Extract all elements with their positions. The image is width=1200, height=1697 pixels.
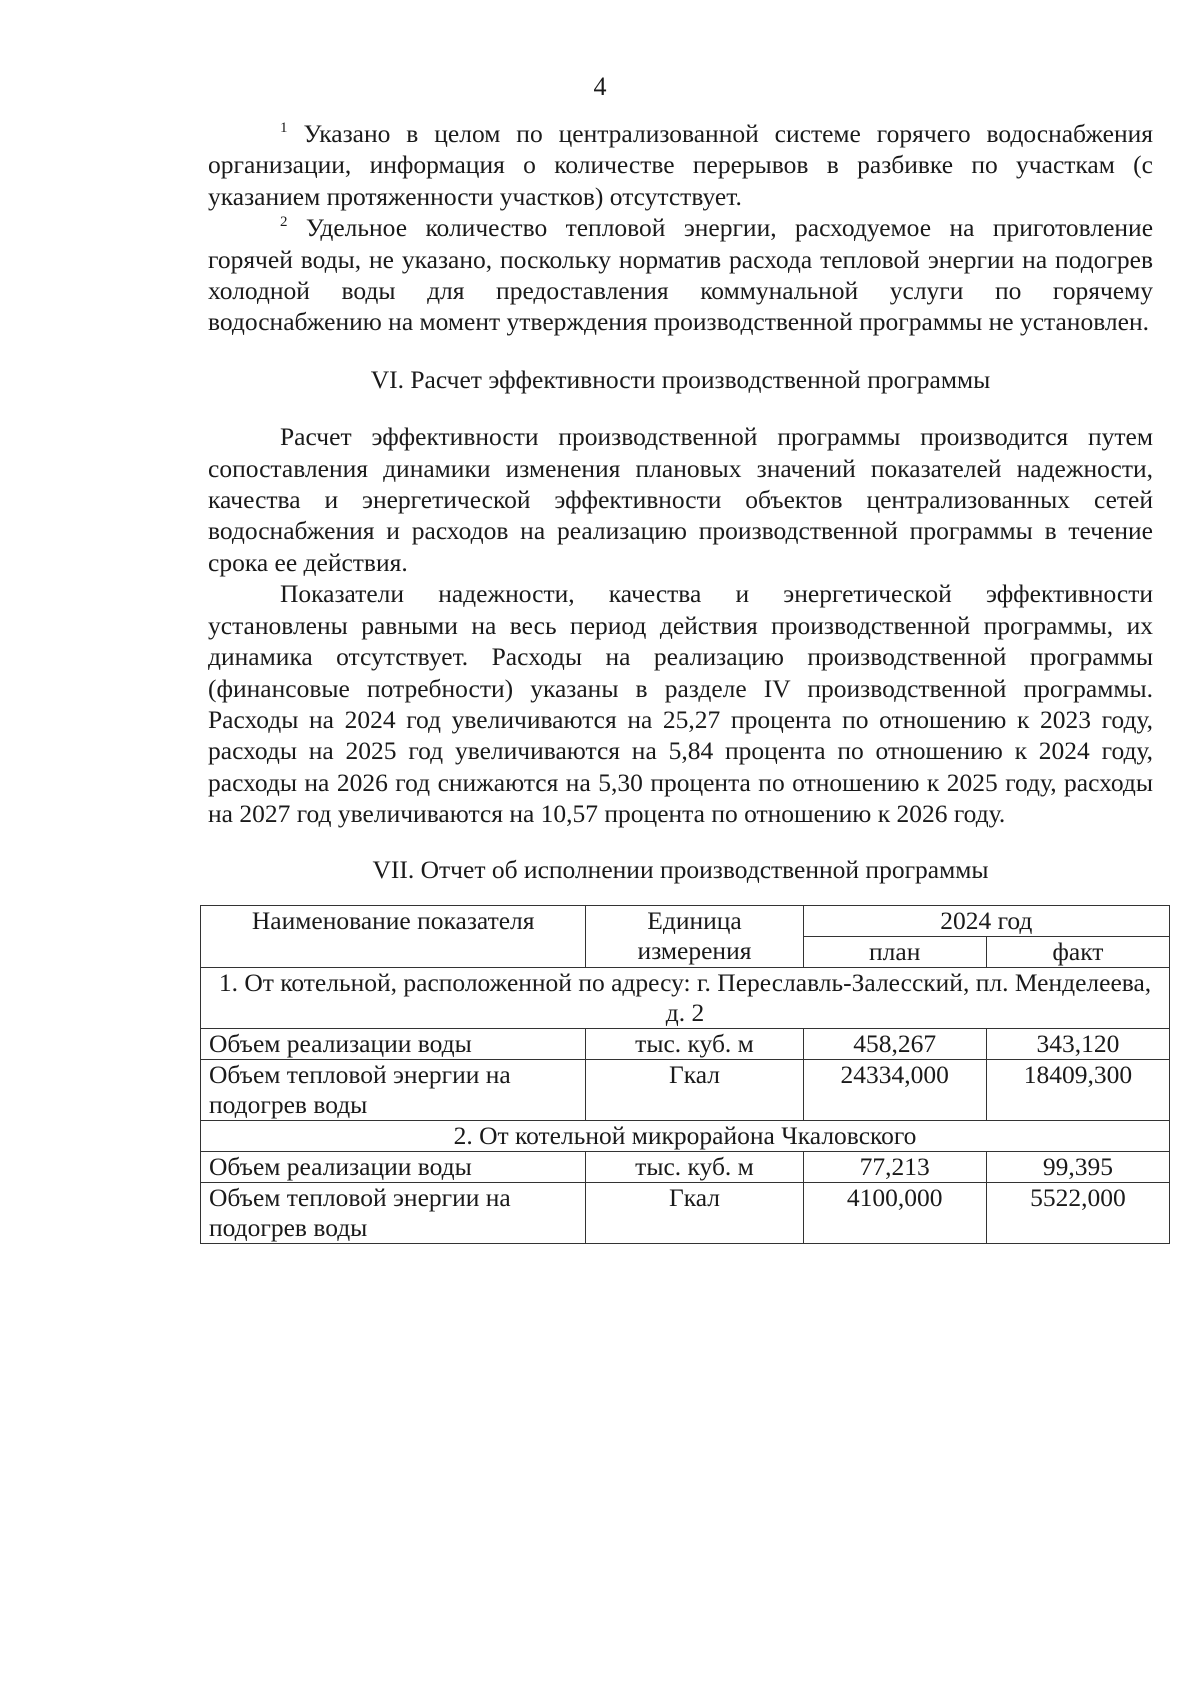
section-7-title: VII. Отчет об исполнении производственной программы — [372, 854, 989, 884]
header-plan: план — [803, 936, 986, 967]
header-unit: Единица измерения — [586, 905, 803, 967]
indicator-plan: 24334,000 — [803, 1059, 986, 1120]
indicator-fact: 343,120 — [986, 1028, 1169, 1059]
footnote-mark: 2 — [280, 214, 288, 231]
table-row — [201, 1028, 1170, 1059]
indicator-plan: 458,267 — [803, 1028, 986, 1059]
indicator-fact: 99,395 — [986, 1151, 1169, 1182]
header-indicator-name: Наименование показателя — [201, 905, 586, 967]
table-row — [201, 1059, 1170, 1120]
section-6-title: VI. Расчет эффективности производственной программы — [370, 364, 991, 394]
table-group-row — [201, 967, 1170, 1028]
footnote-mark: 1 — [280, 120, 288, 136]
indicator-fact: 18409,300 — [986, 1059, 1169, 1120]
indicator-unit: Гкал — [586, 1059, 803, 1120]
indicator-unit: Гкал — [586, 1182, 803, 1243]
report-table — [200, 905, 1170, 1244]
section-6-paragraph-2: Показатели надежности, качества и энергетической эффективности установлены равными на весь период действия производственной программы, их динамика отсутствует. Расходы на реализацию производственной программы (финансовые потребности) указаны в разделе IV производственной программы. Расходы на 2024 год увеличиваются на 25,27 процента по отношению к 2023 году, расходы на 2025 год увеличиваются на 5,84 процента по отношению к 2024 году, расходы на 2026 год снижаются на 5,30 процента по отношению к 2025 году, расходы на 2027 год увеличиваются на 10,57 процента по отношению к 2026 году. — [208, 579, 1153, 829]
indicator-fact: 5522,000 — [986, 1182, 1169, 1243]
page-number: 4 — [593, 72, 607, 101]
indicator-plan: 4100,000 — [803, 1182, 986, 1243]
footnote-text: Удельное количество тепловой энергии, расходуемое на приготовление горячей воды, не указано, поскольку норматив расхода тепловой энергии на подогрев холодной воды для предоставления коммунальной услуги по горячему водоснабжению на момент утверждения производственной программы не установлен. — [208, 213, 1154, 337]
footnote-2 — [208, 212, 1153, 338]
indicator-plan: 77,213 — [803, 1151, 986, 1182]
table-row — [201, 1151, 1170, 1182]
header-fact: факт — [986, 936, 1169, 967]
table-header-row — [201, 905, 1170, 936]
section-6-paragraph-1: Расчет эффективности производственной программы производится путем сопоставления динамики изменения плановых значений показателей надежности, качества и энергетической эффективности объектов централизованных сетей водоснабжения и расходов на реализацию производственной программы в течение срока ее действия. — [208, 422, 1153, 577]
page-content — [208, 118, 1153, 1244]
indicator-unit: тыс. куб. м — [586, 1151, 803, 1182]
indicator-name: Объем тепловой энергии на подогрев воды — [201, 1182, 586, 1243]
header-year: 2024 год — [803, 905, 1169, 936]
group-title: 2. От котельной микрорайона Чкаловского — [201, 1120, 1170, 1151]
table-group-row — [201, 1120, 1170, 1151]
table-row — [201, 1182, 1170, 1243]
indicator-name: Объем реализации воды — [201, 1151, 586, 1182]
indicator-name: Объем реализации воды — [201, 1028, 586, 1059]
indicator-unit: тыс. куб. м — [586, 1028, 803, 1059]
footnote-1 — [208, 118, 1153, 212]
group-title: 1. От котельной, расположенной по адресу: г. Переславль-Залесский, пл. Менделеева, д. 2 — [201, 967, 1170, 1028]
indicator-name: Объем тепловой энергии на подогрев воды — [201, 1059, 586, 1120]
footnote-text: Указано в целом по централизованной системе горячего водоснабжения организации, информация о количестве перерывов в разбивке по участкам (с указанием протяженности участков) отсутствует. — [208, 119, 1153, 211]
